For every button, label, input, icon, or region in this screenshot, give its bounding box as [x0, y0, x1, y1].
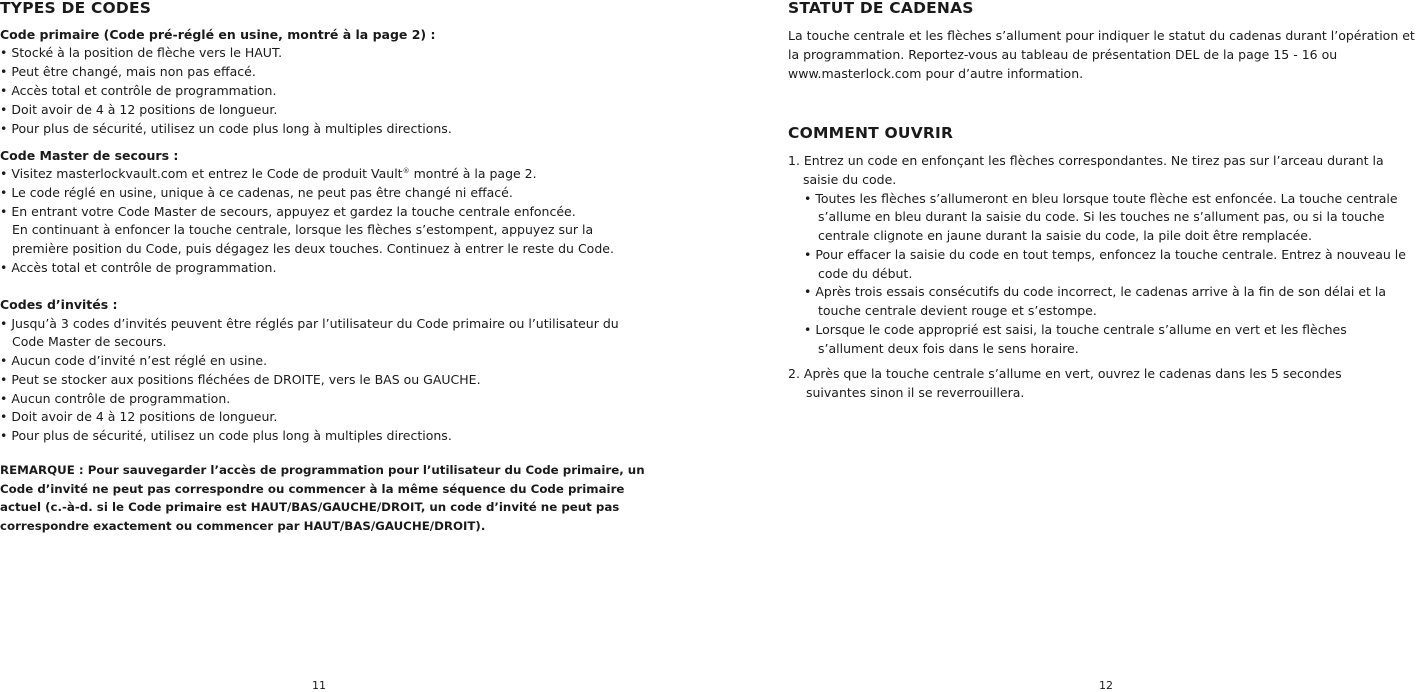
guests-line: • Aucun contrôle de programmation.	[0, 391, 231, 406]
guests-line: Code Master de secours.	[12, 334, 167, 349]
master-line: • Visitez masterlockvault.com et entrez le Code de produit Vault® montré à la page 2.	[0, 166, 537, 181]
note-line: REMARQUE : Pour sauvegarder l’accès de programmation pour l’utilisateur du Code primaire, un	[0, 463, 645, 477]
master-line: • Accès total et contrôle de programmation.	[0, 260, 277, 275]
types-title: TYPES DE CODES	[0, 0, 152, 17]
guests-line: • Peut se stocker aux positions fléchées de DROITE, vers le BAS ou GAUCHE.	[0, 372, 481, 387]
primary-line: • Accès total et contrôle de programmation.	[0, 83, 277, 98]
open-line: s’allume en bleu durant la saisie du code. Si les touches ne s’allument pas, ou si la touche	[818, 209, 1385, 224]
guests-line: • Pour plus de sécurité, utilisez un code plus long à multiples directions.	[0, 428, 452, 443]
status-line: La touche centrale et les flèches s’allument pour indiquer le statut du cadenas durant l’opération et	[788, 28, 1415, 43]
master-line: • En entrant votre Code Master de secours, appuyez et gardez la touche centrale enfoncée.	[0, 204, 576, 219]
master-heading: Code Master de secours :	[0, 148, 179, 163]
open-line: • Après trois essais consécutifs du code incorrect, le cadenas arrive à la fin de son délai et la	[804, 284, 1387, 299]
note-line: Code d’invité ne peut pas correspondre ou commencer à la même séquence du Code primaire	[0, 482, 625, 496]
open-title: COMMENT OUVRIR	[788, 124, 954, 142]
open-line: code du début.	[818, 266, 913, 281]
primary-heading: Code primaire (Code pré-réglé en usine, montré à la page 2) :	[0, 27, 436, 42]
page-number: 11	[312, 679, 326, 692]
master-line: première position du Code, puis dégagez les deux touches. Continuez à entrer le reste du Code.	[12, 241, 614, 256]
guests-line: • Aucun code d’invité n’est réglé en usine.	[0, 353, 268, 368]
open-line: 1. Entrez un code en enfonçant les flèches correspondantes. Ne tirez pas sur l’arceau durant la	[788, 153, 1384, 168]
open-line: • Pour effacer la saisie du code en tout temps, enfoncez la touche centrale. Entrez à nouveau le	[804, 247, 1406, 262]
open-line: 2. Après que la touche centrale s’allume en vert, ouvrez le cadenas dans les 5 secondes	[788, 366, 1342, 381]
primary-line: • Peut être changé, mais non pas effacé.	[0, 64, 256, 79]
right-page	[788, 0, 1421, 691]
open-line: s’allument deux fois dans le sens horaire.	[818, 341, 1079, 356]
guests-heading: Codes d’invités :	[0, 297, 118, 312]
master-line: En continuant à enfoncer la touche centrale, lorsque les flèches s’estompent, appuyez sur la	[12, 222, 594, 237]
primary-line: • Doit avoir de 4 à 12 positions de longueur.	[0, 102, 278, 117]
open-line: suivantes sinon il se reverrouillera.	[806, 385, 1025, 400]
page-number: 12	[1099, 679, 1113, 692]
open-line: • Lorsque le code approprié est saisi, la touche centrale s’allume en vert et les flèches	[804, 322, 1347, 337]
open-line: centrale clignote en jaune durant la saisie du code, la pile doit être remplacée.	[818, 228, 1312, 243]
note-line: correspondre exactement ou commencer par HAUT/BAS/GAUCHE/DROIT).	[0, 519, 486, 533]
status-line: www.masterlock.com pour d’autre information.	[788, 66, 1084, 81]
master-line: • Le code réglé en usine, unique à ce cadenas, ne peut pas être changé ni effacé.	[0, 185, 513, 200]
left-page	[0, 0, 650, 691]
primary-line: • Pour plus de sécurité, utilisez un code plus long à multiples directions.	[0, 121, 452, 136]
status-title: STATUT DE CADENAS	[788, 0, 974, 17]
note-line: actuel (c.-à-d. si le Code primaire est HAUT/BAS/GAUCHE/DROIT, un code d’invité ne peut pas	[0, 500, 620, 514]
primary-line: • Stocké à la position de flèche vers le HAUT.	[0, 45, 283, 60]
open-line: saisie du code.	[803, 172, 897, 187]
guests-line: • Jusqu’à 3 codes d’invités peuvent être réglés par l’utilisateur du Code primaire ou l’utilisateur du	[0, 316, 619, 331]
guests-line: • Doit avoir de 4 à 12 positions de longueur.	[0, 409, 278, 424]
open-line: touche centrale devient rouge et s’estompe.	[818, 303, 1097, 318]
status-line: la programmation. Reportez-vous au tableau de présentation DEL de la page 15 - 16 ou	[788, 47, 1338, 62]
open-line: • Toutes les flèches s’allumeront en bleu lorsque toute flèche est enfoncée. La touche centrale	[804, 191, 1398, 206]
